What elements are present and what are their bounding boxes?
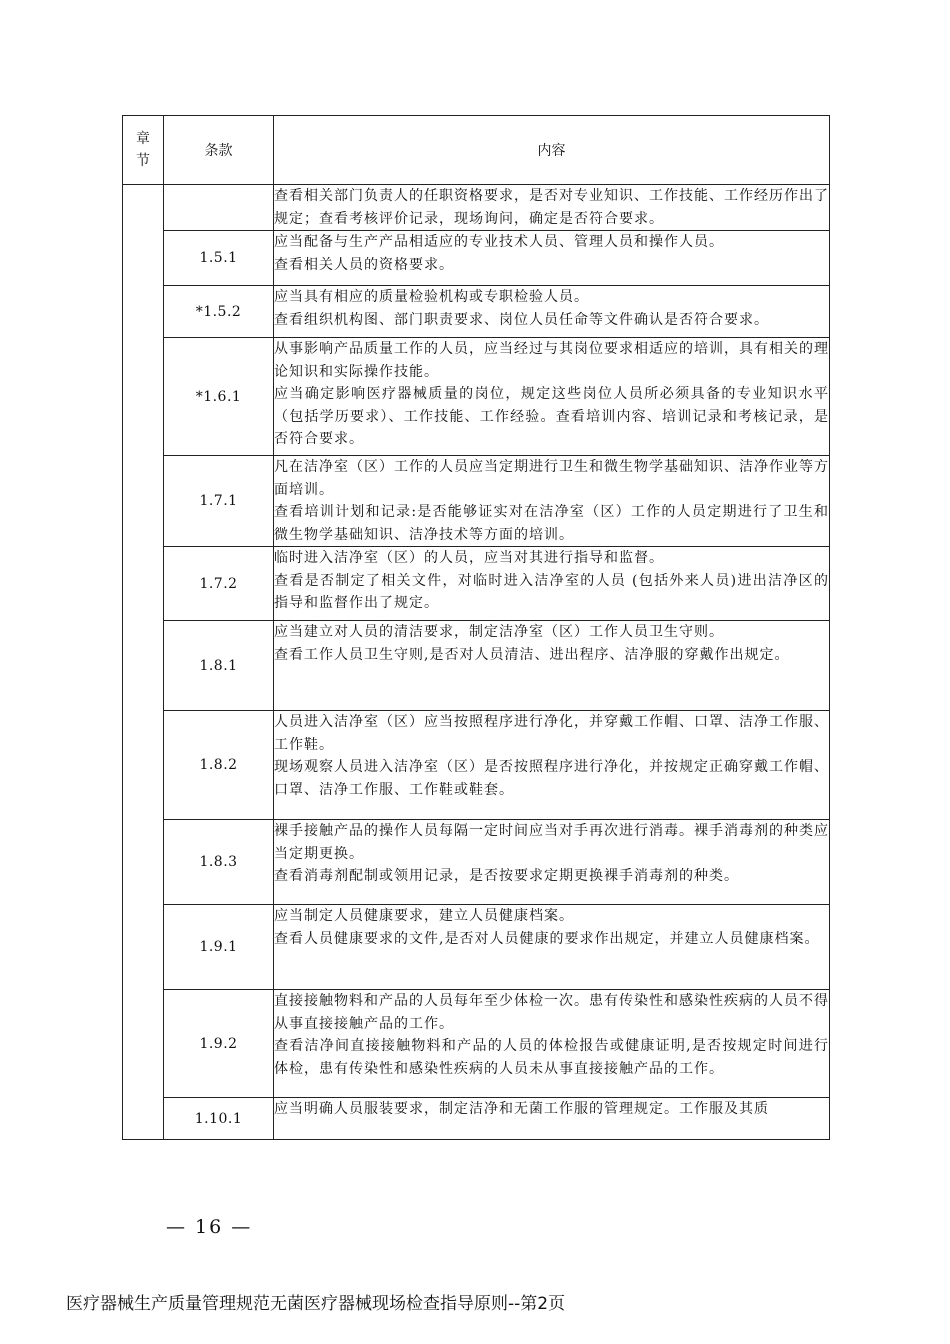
clause-code-cell: 1.10.1 [164, 1098, 274, 1140]
clause-code-cell: 1.7.1 [164, 456, 274, 547]
content-cell [274, 338, 830, 456]
table-row [123, 905, 830, 990]
clause-code-cell: 1.8.1 [164, 621, 274, 711]
clause-code-cell: 1.5.1 [164, 231, 274, 286]
content-cell [274, 711, 830, 820]
content-cell [274, 286, 830, 338]
table-body [123, 185, 830, 1140]
content-line: 现场观察人员进入洁净室（区）是否按照程序进行净化，并按规定正确穿戴工作帽、口罩、洁净工作服、工作鞋或鞋套。 [274, 759, 829, 798]
content-line: 从事影响产品质量工作的人员，应当经过与其岗位要求相适应的培训，具有相关的理论知识和实际操作技能。 [274, 341, 829, 380]
table-row [123, 547, 830, 621]
content-line: 裸手接触产品的操作人员每隔一定时间应当对手再次进行消毒。裸手消毒剂的种类应当定期更换。 [274, 823, 829, 862]
table-row [123, 286, 830, 338]
chapter-header-char-1: 章 [136, 131, 150, 147]
content-line: 查看相关人员的资格要求。 [274, 256, 454, 273]
content-cell [274, 547, 830, 621]
content-line: 人员进入洁净室（区）应当按照程序进行净化，并穿戴工作帽、口罩、洁净工作服、工作鞋。 [274, 714, 829, 753]
chapter-cell [123, 185, 164, 1140]
clause-code-cell: 1.8.2 [164, 711, 274, 820]
content-cell [274, 820, 830, 905]
content-cell [274, 185, 830, 231]
table-row [123, 621, 830, 711]
content-line: 应当具有相应的质量检验机构或专职检验人员。 [274, 289, 589, 305]
content-cell [274, 1098, 830, 1140]
content-line: 查看相关部门负责人的任职资格要求，是否对专业知识、工作技能、工作经历作出了规定；查看考核评价记录，现场询问，确定是否符合要求。 [274, 188, 829, 227]
clause-code-cell: 1.9.1 [164, 905, 274, 990]
footer-title: 医疗器械生产质量管理规范无菌医疗器械现场检查指导原则--第2页 [66, 1294, 566, 1314]
inspection-table [122, 115, 830, 1140]
content-line: 应当建立对人员的清洁要求，制定洁净室（区）工作人员卫生守则。 [274, 624, 724, 640]
content-line: 查看工作人员卫生守则,是否对人员清洁、进出程序、洁净服的穿戴作出规定。 [274, 646, 790, 663]
clause-code-cell: 1.8.3 [164, 820, 274, 905]
content-line: 应当明确人员服装要求，制定洁净和无菌工作服的管理规定。工作服及其质 [274, 1101, 769, 1117]
clause-code-cell [164, 185, 274, 231]
content-cell [274, 456, 830, 547]
content-header: 内容 [274, 116, 830, 185]
content-cell [274, 990, 830, 1098]
table-row [123, 456, 830, 547]
content-line: 查看消毒剂配制或领用记录，是否按要求定期更换裸手消毒剂的种类。 [274, 868, 739, 884]
content-line: 临时进入洁净室（区）的人员，应当对其进行指导和监督。 [274, 550, 664, 566]
content-cell [274, 621, 830, 711]
table-row [123, 231, 830, 286]
content-line: 查看人员健康要求的文件,是否对人员健康的要求作出规定，并建立人员健康档案。 [274, 930, 820, 947]
content-line: 应当确定影响医疗器械质量的岗位，规定这些岗位人员所必须具备的专业知识水平（包括学历要求）、工作技能、工作经验。查看培训内容、培训记录和考核记录，是否符合要求。 [274, 386, 829, 447]
clause-code-cell: 1.9.2 [164, 990, 274, 1098]
content-line: 查看培训计划和记录:是否能够证实对在洁净室（区）工作的人员定期进行了卫生和微生物学基础知识、洁净技术等方面的培训。 [274, 504, 829, 543]
table-row [123, 1098, 830, 1140]
table-row [123, 185, 830, 231]
content-line: 凡在洁净室（区）工作的人员应当定期进行卫生和微生物学基础知识、洁净作业等方面培训。 [274, 459, 829, 498]
clause-code-cell: *1.6.1 [164, 338, 274, 456]
table-row [123, 820, 830, 905]
chapter-header [123, 116, 164, 185]
table-row [123, 990, 830, 1098]
clause-code-cell: 1.7.2 [164, 547, 274, 621]
content-line: 查看洁净间直接接触物料和产品的人员的体检报告或健康证明,是否按规定时间进行体检，患有传染性和感染性疾病的人员未从事直接接触产品的工作。 [274, 1038, 829, 1077]
content-line: 查看组织机构图、部门职责要求、岗位人员任命等文件确认是否符合要求。 [274, 311, 769, 328]
content-line: 应当配备与生产产品相适应的专业技术人员、管理人员和操作人员。 [274, 234, 724, 250]
table-row [123, 711, 830, 820]
page-number: — 16 — [166, 1216, 253, 1238]
content-cell [274, 231, 830, 286]
table-header-row [123, 116, 830, 185]
content-line: 直接接触物料和产品的人员每年至少体检一次。患有传染性和感染性疾病的人员不得从事直接接触产品的工作。 [274, 993, 829, 1032]
clause-header: 条款 [164, 116, 274, 185]
table-row [123, 338, 830, 456]
content-line: 应当制定人员健康要求，建立人员健康档案。 [274, 908, 574, 924]
content-cell [274, 905, 830, 990]
chapter-header-char-2: 节 [136, 153, 150, 169]
content-line: 查看是否制定了相关文件，对临时进入洁净室的人员 (包括外来人员)进出洁净区的指导和监督作出了规定。 [274, 572, 829, 611]
clause-code-cell: *1.5.2 [164, 286, 274, 338]
